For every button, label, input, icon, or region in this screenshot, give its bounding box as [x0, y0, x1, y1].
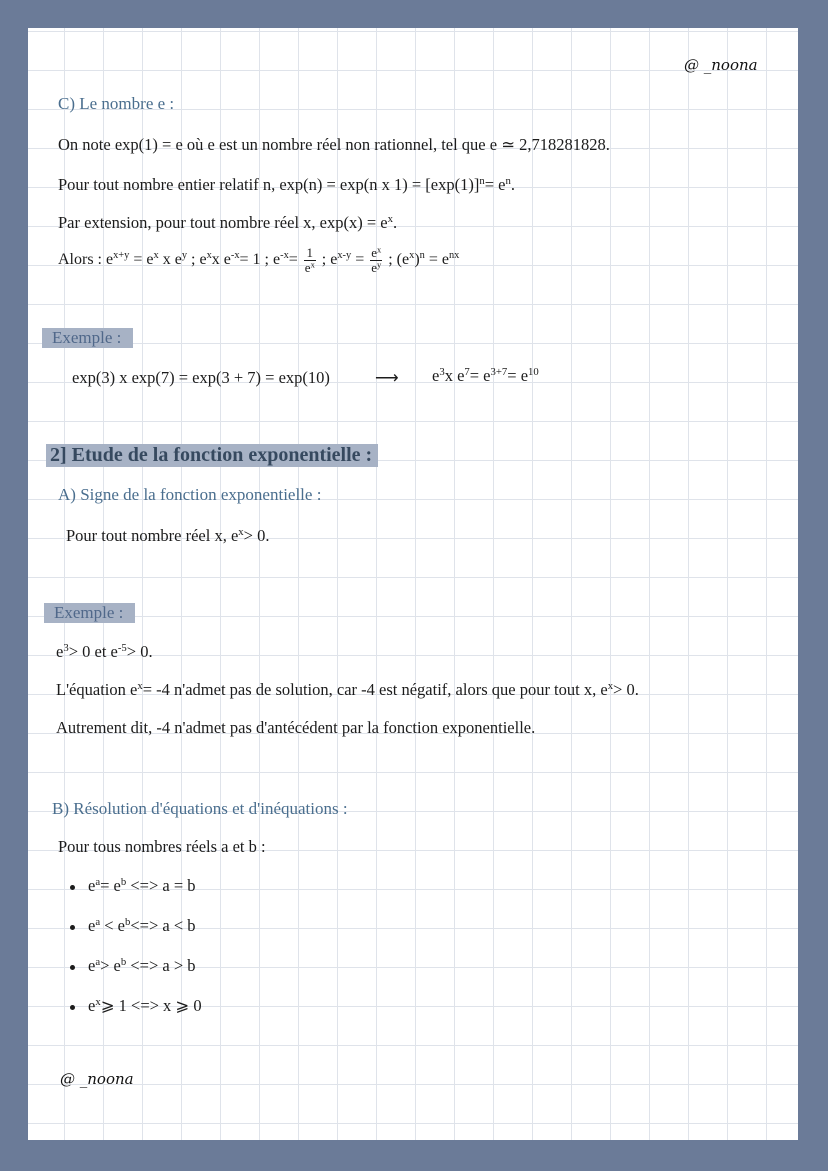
exemple-label-2: Exemple :: [44, 603, 135, 623]
section-2-title: 2] Etude de la fonction exponentielle :: [46, 444, 378, 467]
alors-formula: Alors : $e^{x+y} = e^x$ x $e^y$ ; $e^xx$ $e^{-x}= 1$ ; $e^{-x}=$ $\frac{1}{e^x}$ ; $e^{x-y}$ = $\frac{e^x}{e^y}$ ; $(e^x)^n = e^{nx}$: [58, 244, 460, 275]
exemple1-left: exp(3) x exp(7) = exp(3 + 7) = exp(10): [72, 368, 330, 387]
arrow-icon: ⟶: [375, 368, 399, 387]
bullet-icon: [70, 1005, 75, 1010]
section-c-line1: On note exp(1) = e où e est un nombre réel non rationnel, tel que e ≃ 2,718281828.: [58, 135, 610, 154]
sign-statement: Pour tout nombre réel x, $e^x> 0$.: [66, 526, 270, 545]
section-c-heading: C) Le nombre e :: [58, 94, 175, 113]
list-item: $e^a> e^b$ <=> a > b: [70, 956, 196, 976]
section-b-heading: B) Résolution d'équations et d'inéquations :: [52, 799, 348, 818]
exemple-label-1: Exemple :: [42, 328, 133, 348]
fraction-ex-over-ey: $\frac{e^x}{e^y}$: [371, 244, 382, 275]
exemple2-line3: Autrement dit, -4 n'admet pas d'antécédent par la fonction exponentielle.: [56, 718, 536, 737]
bullet-icon: [70, 965, 75, 970]
exemple2-line1: $e^3> 0$ et $e^{-5}> 0$.: [56, 642, 153, 661]
section-c-line2: Pour tout nombre entier relatif n, exp(n) = exp(n x $1) = [\exp(1)]^n= e^n$.: [58, 175, 515, 194]
fraction-one-over-ex: $\frac{1}{e^x}$: [304, 245, 315, 275]
exemple2-line2: L'équation $e^x= -4$ n'admet pas de solution, car -4 est négatif, alors que pour tout x, $e^x> 0$.: [56, 680, 639, 699]
section-c-line3: Par extension, pour tout nombre réel x, $\exp(x) = e^x$.: [58, 213, 398, 232]
list-item: $e^x⩾$ 1 <=> x ⩾ 0: [70, 996, 202, 1016]
signature-bottom: @ _noona: [60, 1070, 134, 1088]
notebook-page: [28, 28, 798, 1140]
signature-top: @ _noona: [684, 56, 758, 74]
exemple1-right: $e^3x$ $e^7= e^{3+7}= e^{10}$: [432, 366, 539, 385]
bullet-icon: [70, 925, 75, 930]
bullet-icon: [70, 885, 75, 890]
list-item: $e^a= e^b$ <=> a = b: [70, 876, 196, 896]
list-item: $e^a < e^b<=> a < b$: [70, 916, 196, 936]
section-b-intro: Pour tous nombres réels a et b :: [58, 837, 266, 856]
section-a-heading: A) Signe de la fonction exponentielle :: [58, 485, 322, 504]
